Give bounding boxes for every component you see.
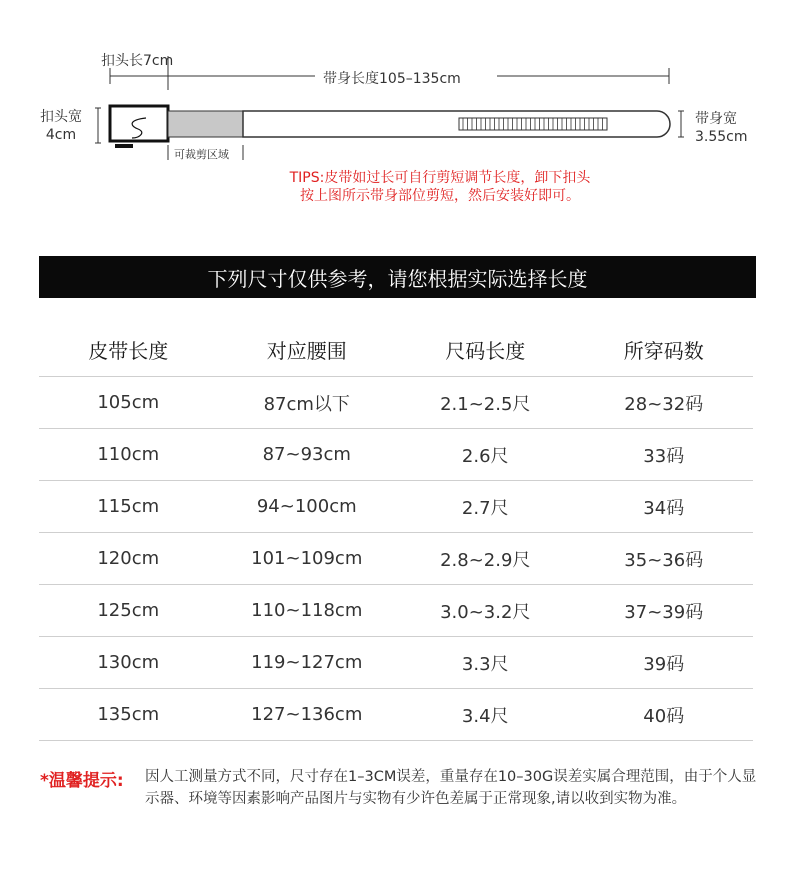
cell-wear-size: 40码 <box>643 705 685 727</box>
tips-line1: TIPS:皮带如过长可自行剪短调节长度，卸下扣头 <box>289 170 591 186</box>
cell-wear-size: 39码 <box>643 653 685 675</box>
header-belt-length: 皮带长度 <box>88 338 169 363</box>
cell-belt-length: 105cm <box>97 392 160 413</box>
table-row <box>39 585 753 637</box>
cell-waist: 94~100cm <box>256 496 357 517</box>
cell-size-length: 3.4尺 <box>461 705 509 727</box>
table-row <box>39 429 753 481</box>
buckle-width-label-line1: 扣头宽 <box>40 109 82 125</box>
table-row <box>39 481 753 533</box>
belt-length-label: 带身长度105–135cm <box>323 71 461 87</box>
size-table <box>39 322 753 741</box>
cell-size-length: 3.0~3.2尺 <box>440 601 531 623</box>
notice-text: 因人工测量方式不同，尺寸存在1–3CM误差，重量存在10–30G误差实属合理范围，由于个人显示器、环境等因素影响产品图片与实物有少许色差属于正常现象,请以收到实物为准。 <box>145 769 757 807</box>
cell-wear-size: 33码 <box>643 445 685 467</box>
cuttable-area <box>168 111 243 137</box>
cell-size-length: 2.7尺 <box>461 497 509 519</box>
cell-belt-length: 120cm <box>97 548 160 569</box>
table-row <box>39 377 753 429</box>
cell-size-length: 2.8~2.9尺 <box>440 549 531 571</box>
belt-width-label-line2: 3.55cm <box>695 129 748 145</box>
cell-wear-size: 37~39码 <box>624 601 704 623</box>
cell-size-length: 2.6尺 <box>461 445 509 467</box>
table-row <box>39 533 753 585</box>
cell-belt-length: 135cm <box>97 704 160 725</box>
cell-belt-length: 115cm <box>97 496 160 517</box>
header-size-length: 尺码长度 <box>445 338 526 363</box>
header-waist: 对应腰围 <box>266 338 347 363</box>
tips-line2: 按上图所示带身部位剪短，然后安装好即可。 <box>300 188 580 204</box>
cell-wear-size: 35~36码 <box>624 549 704 571</box>
buckle-length-label: 扣头长7cm <box>101 53 174 69</box>
cell-size-length: 3.3尺 <box>461 653 509 675</box>
size-banner: 下列尺寸仅供参考，请您根据实际选择长度 <box>39 256 756 298</box>
cell-waist: 110~118cm <box>251 600 363 621</box>
cell-waist: 87~93cm <box>262 444 351 465</box>
cell-waist: 119~127cm <box>251 652 363 673</box>
table-row <box>39 637 753 689</box>
cell-belt-length: 125cm <box>97 600 160 621</box>
cell-wear-size: 28~32码 <box>624 393 704 415</box>
header-wear-size: 所穿码数 <box>623 338 704 363</box>
cell-wear-size: 34码 <box>643 497 685 519</box>
notice-title: *温馨提示: <box>40 771 124 791</box>
cell-belt-length: 110cm <box>97 444 160 465</box>
cell-waist: 87cm以下 <box>263 393 350 415</box>
buckle-pin <box>115 144 133 148</box>
table-row <box>39 689 753 741</box>
cell-waist: 101~109cm <box>251 548 363 569</box>
cell-size-length: 2.1~2.5尺 <box>440 393 531 415</box>
cell-waist: 127~136cm <box>251 704 363 725</box>
buckle-width-label-line2: 4cm <box>45 127 77 143</box>
belt-body <box>243 111 670 137</box>
cell-belt-length: 130cm <box>97 652 160 673</box>
table-header-row <box>39 322 753 377</box>
tips <box>200 169 680 205</box>
belt-width-label-line1: 带身宽 <box>695 111 737 127</box>
cuttable-label: 可裁剪区域 <box>174 148 229 161</box>
